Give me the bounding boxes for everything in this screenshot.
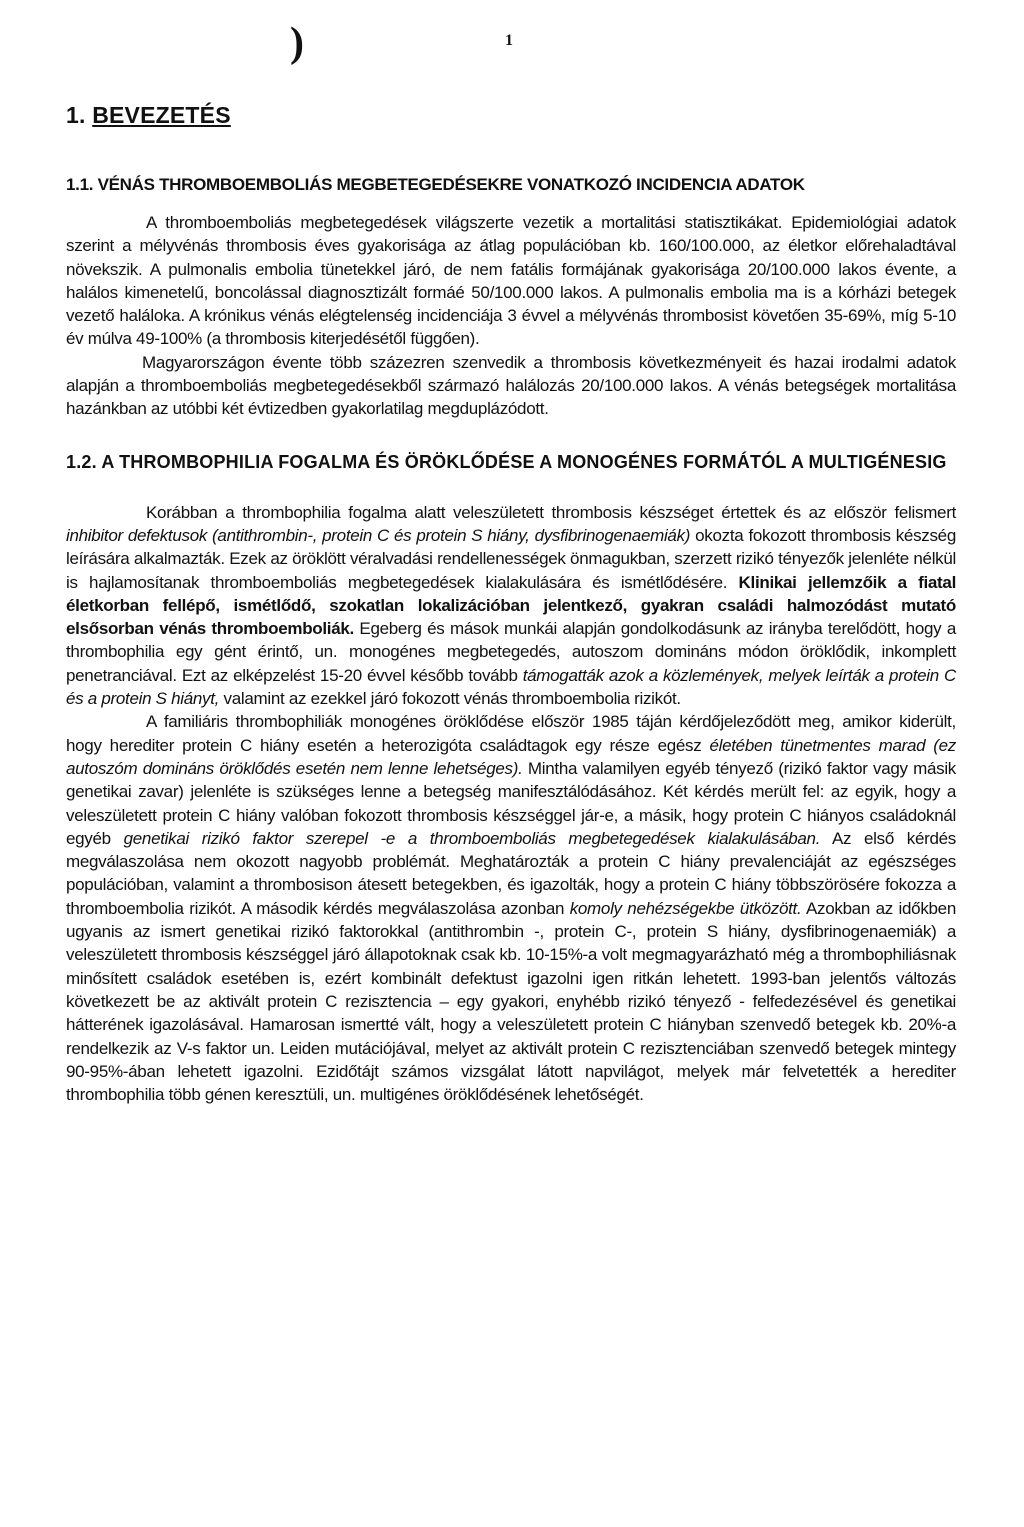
section-1-2-heading: 1.2. A THROMBOPHILIA FOGALMA ÉS ÖRÖKLŐDÉSE A MONOGÉNES FORMÁTÓL A MULTIGÉNESIG: [66, 451, 947, 472]
page-number: 1: [505, 32, 513, 49]
margin-mark: ): [290, 20, 304, 66]
body-content: [66, 173, 956, 1106]
italic-run: inhibitor defektusok (antithrombin-, protein C és protein S hiány, dysfibrinogenaemiák): [66, 525, 691, 545]
italic-run: támogatták azok a közlemények, melyek leírták a protein C és a protein S hiányt,: [66, 665, 956, 709]
chapter-heading: [66, 102, 231, 129]
text-run: Mintha valamilyen egyéb tényező (rizikó faktor vagy másik genetikai zavar) jelenléte is szükséges lenne a betegség manifesztálódásához. Két kérdés merült fel: az egyik, hogy a veleszületett protein C hiány valóban fokozott thrombosis készséggel jár-e, a másik, hogy protein C hiányos családoknál egyéb: [66, 758, 957, 848]
italic-run: életében tünetmentes marad (ez autoszóm domináns öröklődés esetén nem lenne lehetséges).: [66, 735, 956, 778]
text-run: Korábban a thrombophilia fogalma alatt veleszületett thrombosis készséget értettek és az először felismert: [146, 502, 956, 522]
text-run: valamint az ezekkel járó fokozott vénás thromboembolia rizikót.: [219, 689, 681, 709]
section-1-1-paragraph-1: A thromboemboliás megbetegedések világszerte vezetik a mortalitási statisztikákat. Epidemiológiai adatok szerint a mélyvénás thrombosis éves gyakorisága az átlag populációban kb. 160/100.000, az életkor előrehaladtával növekszik. A pulmonalis embolia tünetekkel járó, de nem fatális formájának gyakorisága 20/100.000 lakos évente, a halálos kimenetelű, boncolással diagnosztizált formáé 50/100.000 lakos. A pulmonalis embolia ma is a kórházi betegek vezető haláloka. A krónikus vénás elégtelenség incidenciája 3 évvel a mélyvénás thrombosist követően 35-69%, míg 5-10 év múlva 49-100% (a thrombosis kiterjedésétől függően).: [66, 213, 956, 349]
text-run: okozta fokozott thrombosis készség leírására alkalmazták. Ezek az öröklött véralvadási rendellenességek önmagukban, szerzett rizikó tényezők jelenléte nélkül is hajlamosítanak thromboemboliás megbetegedések kialakulására és ismétlődésére.: [66, 525, 956, 592]
text-run: Az első kérdés megválaszolása nem okozott nagyobb problémát. Meghatározták a protein C hiány prevalenciáját az egészséges populációban, valamint a thrombosison átesett betegekben, és igazolták, hogy a protein C hiány többszörösére fokozza a thromboembolia rizikót. A második kérdés megválaszolása azonban: [66, 828, 956, 918]
text-run: Azokban az időkben ugyanis az ismert genetikai rizikó faktorokkal (antithrombin -, protein C-, protein S hiány, dysfibrinogenaemiák) a veleszületett thrombosis készséggel járó állapotoknak csak kb. 10-15%-a volt megmagyarázható még a thrombophiliásnak minősített családok esetében is, ezért kombinált defektust igazolni igen ritkán lehetett. 1993-ban jelentős változás következett be az aktivált protein C rezisztencia – egy gyakori, enyhébb rizikó tényező - felfedezésével és genetikai hátterének igazolásával. Hamarosan ismertté vált, hogy a veleszületett protein C hiányban szenvedő betegek kb. 20%-a rendelkezik az V-s faktor un. Leiden mutációjával, melyet az aktivált protein C rezisztenciában szenvedő betegek mintegy 90-95%-ában lehetett igazolni. Ezidőtájt számos vizsgálat látott napvilágot, melyek már felvetették a herediter thrombophilia több génen keresztüli, un. multigénes öröklődésének lehetőségét.: [66, 898, 956, 1105]
bold-run: Klinikai jellemzőik a fiatal életkorban fellépő, ismétlődő, szokatlan lokalizációban jelentkező, gyakran családi halmozódást mutató elsősorban vénás thromboemboliák.: [66, 572, 956, 639]
section-1-1-heading: 1.1. VÉNÁS THROMBOEMBOLIÁS MEGBETEGEDÉSEKRE VONATKOZÓ INCIDENCIA ADATOK: [66, 175, 805, 194]
italic-run: genetikai rizikó faktor szerepel -e a thromboemboliás megbetegedések kialakulásában.: [123, 828, 821, 848]
text-run: A familiáris thrombophiliák monogénes öröklődése először 1985 táján kérdőjeleződött meg, amikor kiderült, hogy herediter protein C hiány esetén a heterozigóta családtagok egy része egész: [66, 712, 956, 755]
italic-run: komoly nehézségekbe ütközött.: [569, 898, 802, 918]
text-run: Egeberg és mások munkái alapján gondolkodásunk az irányba terelődött, hogy a thrombophilia egy gént érintő, un. monogénes megbetegedés, autoszom domináns módon öröklődik, inkomplett penetranciával. Ezt az elképzelést 15-20 évvel később tovább: [66, 619, 956, 685]
chapter-title: BEVEZETÉS: [92, 102, 231, 128]
section-1-1-paragraph-2: Magyarországon évente több százezren szenvedik a thrombosis következményeit és hazai irodalmi adatok alapján a thromboemboliás megbetegedésekből származó halálozás 20/100.000 lakos. A vénás betegségek mortalitása hazánkban az utóbbi két évtizedben gyakorlatilag megduplázódott.: [66, 352, 956, 419]
chapter-number: 1.: [66, 102, 86, 128]
section-1-2-paragraph-2: [66, 710, 956, 1106]
section-1-2-paragraph-1: [66, 501, 956, 711]
